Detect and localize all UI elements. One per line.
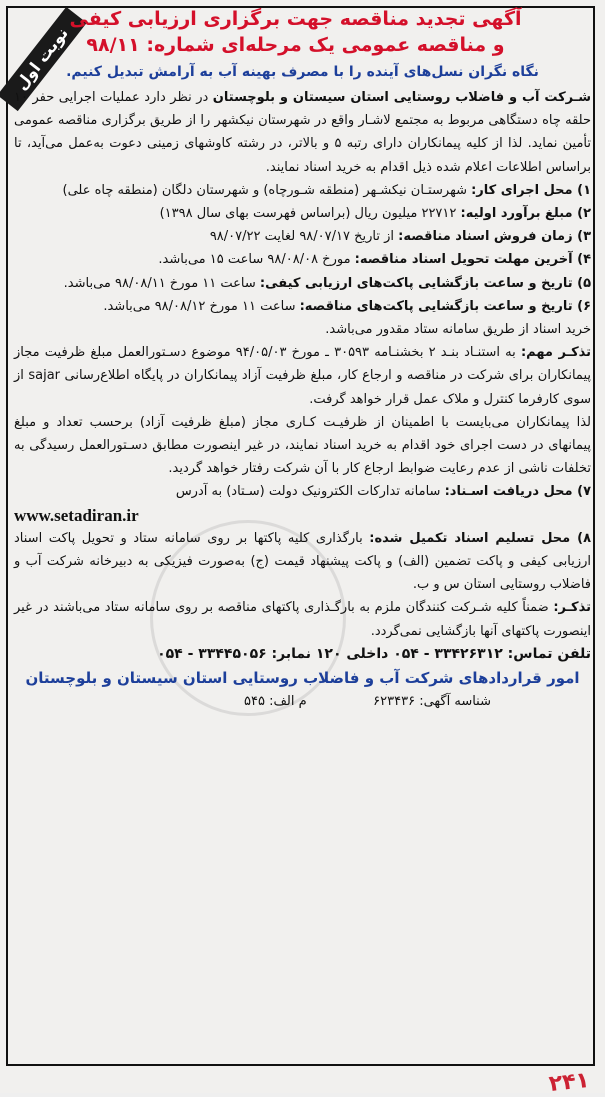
item-label: ۳) زمان فروش اسناد مناقصه: bbox=[398, 229, 591, 245]
purchase-note: خرید اسناد از طریق سامانه ستاد مقدور می‌باشد. bbox=[325, 322, 591, 338]
item-label: ۷) محل دریافت اسـناد: bbox=[444, 484, 591, 500]
intro-paragraph bbox=[14, 86, 591, 179]
important-note-2: لذا پیمانکاران می‌بایست با اطمینان از ظرفیـت کـاری مجاز (مبلغ ظرفیت آزاد) برحسب تعداد و مبلغ پیمانهای در دست اجرای خود اقدام به خرید اسناد نمایند، در غیر اینصورت مطابق دسـتورالعمل رسیدگی به تخلفات ناشی از عدم رعایت ضوابط ارجاع کار با آن شرکت رفتار خواهد گردید. bbox=[14, 414, 591, 477]
item-label: ۶) تاریخ و ساعت بازگشایی پاکت‌های مناقصه: bbox=[299, 298, 591, 314]
note-text: ضمناً کلیه شـرکت کنندگان ملزم به بارگـذاری پاکتهای مناقصه بر روی سامانه ستاد می‌باشند در غیر اینصورت پاکتهای آنها بازگشایی نمی‌گردد. bbox=[14, 600, 591, 639]
item-text: شهرستـان نیکشـهر (منطقه شـورچاه) و شهرستان دلگان (منطقه چاه علی) bbox=[62, 182, 472, 198]
contact-line: تلفن تماس: ۳۳۴۲۶۳۱۲ - ۰۵۴ داخلی ۱۲۰ نمابر: ۳۳۴۴۵۰۵۶ - ۰۵۴ bbox=[157, 645, 591, 662]
note-label: تذکـر: bbox=[553, 600, 591, 616]
note-text: به استنـاد بنـد ۲ بخشنـامه ۳۰۵۹۳ ـ مورخ ۹۴/۰۵/۰۳ موضوع دسـتورالعمل مبلغ ظرفیت مجاز پیمانکاران برای شرکت در مناقصه و ارجاع کار، مبلغ ظرفیت آزاد پیمانکاران در پایگاه اطلاع‌رسانی sajar از سوی کارفرما کنترل و ملاک عمل قرار خواهد گرفت. bbox=[14, 345, 591, 407]
intro-company: شـرکت آب و فاضلاب روستایی استان سیستان و بلوچستان bbox=[212, 90, 591, 105]
item-text: بارگذاری کلیه پاکتها بر روی سامانه ستاد و تحویل پاکت اسناد ارزیابی کیفی و پاکت تضمین (الف) و پاکت پیشنهاد قیمت (ج) به‌صورت فیزیکی به دبیرخانه شرکت آب و فاضلاب روستایی استان س و ب. bbox=[14, 530, 591, 593]
item-label: ۴) آخرین مهلت تحویل اسناد مناقصه: bbox=[354, 252, 591, 268]
setad-url-link[interactable]: www.setadiran.ir bbox=[14, 505, 139, 525]
item-text: از تاریخ ۹۸/۰۷/۱۷ لغایت ۹۸/۰۷/۲۲ bbox=[209, 229, 399, 245]
important-note bbox=[14, 341, 591, 411]
code-mim-alef: م الف: ۵۴۵ bbox=[244, 694, 307, 710]
ad-content bbox=[14, 6, 591, 713]
intro-text: در نظر دارد عملیات اجرایی حفر ۱۰ حلقه چاه دستگاهی مربوط به مجتمع لاشـار واقع در شهرستان نیکشهر را از طریق برگزاری مناقصه عمومی تأمین نماید. لذا از کلیه پیمانکاران دارای رتبه ۵ و بالاتر، در رشته کاوشهای زمینی دعوت به‌عمل می‌آید، تا براساس اطلاعات اعلام شده ذیل اقدام به خرید اسناد نمایند. bbox=[14, 90, 591, 175]
ad-id: شناسه آگهی: ۶۲۳۴۳۶ bbox=[373, 694, 491, 710]
item-label: ۸) محل تسلیم اسناد تکمیل شده: bbox=[369, 530, 592, 546]
item-text: ساعت ۱۱ مورخ ۹۸/۰۸/۱۲ می‌باشد. bbox=[103, 298, 300, 314]
note-upload bbox=[14, 596, 591, 642]
item-label: ۱) محل اجرای کار: bbox=[471, 182, 591, 198]
ad-title-line1: آگهی تجدید مناقصه جهت برگزاری ارزیابی کیفی bbox=[69, 8, 522, 30]
item-text: ۲۲۷۱۲ میلیون ریال (براساس فهرست بهای سال ۱۳۹۸) bbox=[159, 206, 461, 222]
item-location bbox=[14, 179, 591, 202]
item-label: ۲) مبلغ برآورد اولیه: bbox=[460, 206, 591, 222]
ad-title-line2: و مناقصه عمومی یک مرحله‌ای شماره: ۹۸/۱۱ bbox=[86, 34, 505, 56]
item-text: مورخ ۹۸/۰۸/۰۸ ساعت ۱۵ می‌باشد. bbox=[158, 252, 355, 268]
item-deadline bbox=[14, 248, 591, 271]
item-quality-opening bbox=[14, 272, 591, 295]
item-doc-location bbox=[14, 480, 591, 503]
item-tender-opening bbox=[14, 295, 591, 318]
org-footer: امور قراردادهای شرکت آب و فاضلاب روستایی استان سیستان و بلوچستان bbox=[25, 669, 580, 688]
item-text: ساعت ۱۱ مورخ ۹۸/۰۸/۱۱ می‌باشد. bbox=[63, 275, 260, 291]
edition-ribbon: نوبت اول bbox=[0, 7, 87, 111]
note-label: تذکـر مهم: bbox=[520, 345, 592, 361]
water-slogan: نگاه نگران نسل‌های آینده را با مصرف بهینه آب به آرامش تبدیل کنیم. bbox=[66, 64, 539, 80]
item-sale-period bbox=[14, 225, 591, 248]
item-submission bbox=[14, 527, 591, 597]
footer-codes bbox=[14, 690, 591, 713]
handwritten-number: ۲۴۱ bbox=[547, 1067, 591, 1097]
item-text: سامانه تدارکات الکترونیک دولت (سـتاد) به آدرس bbox=[175, 484, 445, 500]
item-label: ۵) تاریخ و ساعت بازگشایی پاکت‌های ارزیابی کیفی: bbox=[259, 275, 591, 291]
item-estimate bbox=[14, 202, 591, 225]
